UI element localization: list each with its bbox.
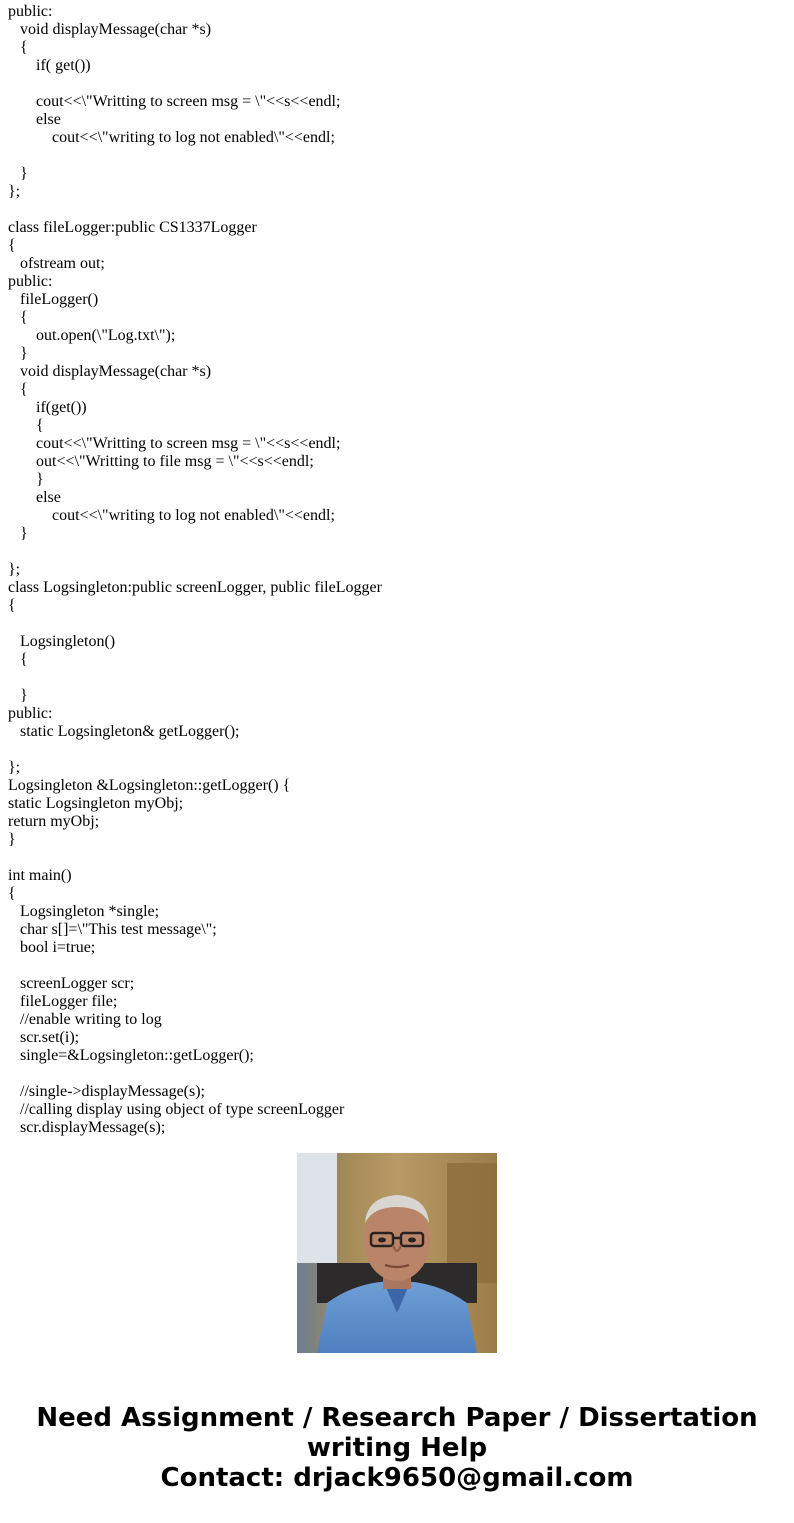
avatar — [297, 1153, 497, 1353]
code-line — [8, 147, 788, 165]
code-line: out.open(\"Log.txt\"); — [36, 327, 176, 344]
code-line: { — [8, 597, 16, 614]
code-line: Logsingleton() — [20, 633, 116, 650]
code-line: void displayMessage(char *s) — [20, 21, 212, 38]
code-line: out<<\"Writting to file msg = \"<<s<<endl; — [36, 453, 314, 470]
code-line: }; — [8, 759, 21, 776]
code-line: if( get()) — [36, 57, 91, 74]
code-line: cout<<\"writing to log not enabled\"<<endl; — [52, 129, 335, 146]
code-line: } — [36, 471, 44, 488]
code-line: public: — [8, 3, 53, 20]
code-line — [8, 957, 788, 975]
code-line: { — [20, 381, 28, 398]
code-line: class Logsingleton:public screenLogger, public fileLogger — [8, 579, 382, 596]
code-line: cout<<\"Writting to screen msg = \"<<s<<endl; — [36, 93, 341, 110]
code-line: ofstream out; — [20, 255, 105, 272]
code-line: { — [8, 237, 16, 254]
code-line: static Logsingleton& getLogger(); — [20, 723, 240, 740]
code-line: cout<<\"writing to log not enabled\"<<endl; — [52, 507, 335, 524]
code-line: fileLogger() — [20, 291, 99, 308]
code-line: else — [36, 489, 61, 506]
code-line: { — [8, 885, 16, 902]
code-line: } — [20, 165, 28, 182]
code-line — [8, 201, 788, 219]
code-line: int main() — [8, 867, 72, 884]
code-line: { — [20, 309, 28, 326]
code-line: void displayMessage(char *s) — [20, 363, 212, 380]
code-line — [8, 741, 788, 759]
code-line: char s[]=\"This test message\"; — [20, 921, 217, 938]
code-line: { — [36, 417, 44, 434]
code-line — [8, 543, 788, 561]
code-line: static Logsingleton myObj; — [8, 795, 184, 812]
code-line: }; — [8, 183, 21, 200]
code-line: }; — [8, 561, 21, 578]
code-line: scr.displayMessage(s); — [20, 1119, 166, 1136]
ad-contact-email: Contact: drjack9650@gmail.com — [160, 1463, 634, 1493]
person-photo — [297, 1153, 497, 1353]
code-line — [8, 75, 788, 93]
code-line — [8, 849, 788, 867]
code-line: bool i=true; — [20, 939, 96, 956]
code-line: } — [20, 345, 28, 362]
code-line: Logsingleton &Logsingleton::getLogger() { — [8, 777, 291, 794]
code-line: single=&Logsingleton::getLogger(); — [20, 1047, 254, 1064]
code-line: Logsingleton *single; — [20, 903, 160, 920]
code-line — [8, 615, 788, 633]
code-line: public: — [8, 273, 53, 290]
code-line: { — [20, 39, 28, 56]
code-line: //calling display using object of type screenLogger — [20, 1101, 345, 1118]
code-line: } — [20, 687, 28, 704]
code-line: class fileLogger:public CS1337Logger — [8, 219, 257, 236]
code-line: screenLogger scr; — [20, 975, 135, 992]
code-line: //single->displayMessage(s); — [20, 1083, 205, 1100]
code-line: scr.set(i); — [20, 1029, 80, 1046]
code-line: return myObj; — [8, 813, 100, 830]
code-line — [8, 1065, 788, 1083]
code-line: else — [36, 111, 61, 128]
code-line: fileLogger file; — [20, 993, 118, 1010]
ad-headline: Need Assignment / Research Paper / Dissertation — [36, 1403, 758, 1433]
code-line: if(get()) — [36, 399, 87, 416]
ad-headline-continued: writing Help — [306, 1433, 488, 1463]
code-line — [8, 669, 788, 687]
code-line: //enable writing to log — [20, 1011, 162, 1028]
code-listing — [8, 3, 788, 1136]
code-line: { — [20, 651, 28, 668]
code-line: } — [20, 525, 28, 542]
code-line: public: — [8, 705, 53, 722]
code-line: cout<<\"Writting to screen msg = \"<<s<<endl; — [36, 435, 341, 452]
contact-advertisement — [0, 1403, 794, 1493]
code-line: } — [8, 831, 16, 848]
